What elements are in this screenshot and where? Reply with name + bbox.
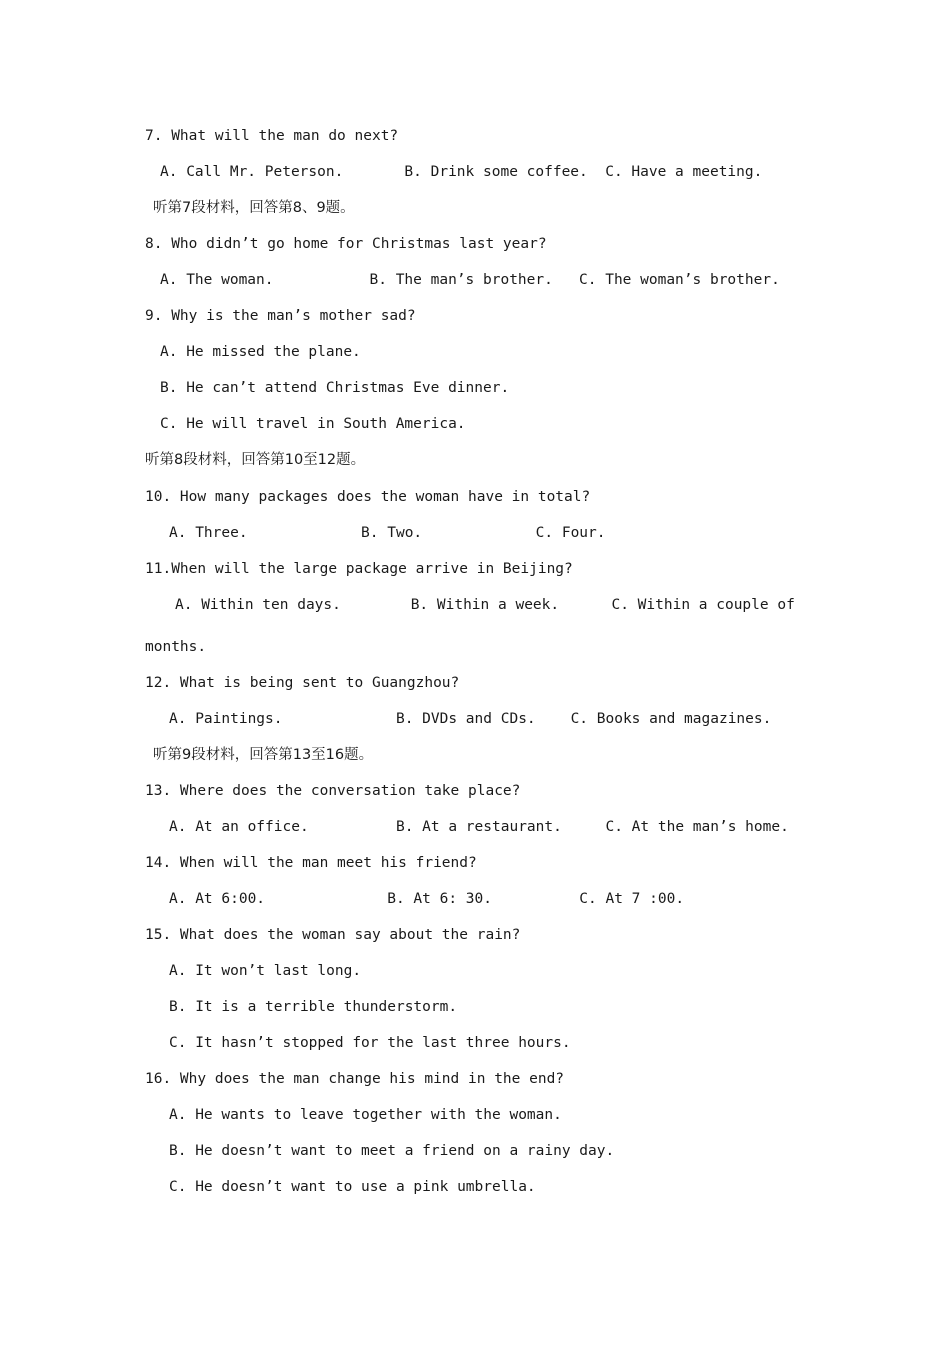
question-16-option-a: A. He wants to leave together with the woman. bbox=[169, 1107, 562, 1123]
question-16-option-c: C. He doesn’t want to use a pink umbrella. bbox=[169, 1179, 536, 1195]
question-8-options: A. The woman. B. The man’s brother. C. The woman’s brother. bbox=[160, 272, 780, 288]
question-11-options-wrap: months. bbox=[145, 639, 207, 655]
question-15-option-a: A. It won’t last long. bbox=[169, 963, 362, 979]
question-9-option-a: A. He missed the plane. bbox=[160, 344, 361, 360]
section-9-heading: 听第9段材料，回答第13至16题。 bbox=[153, 747, 374, 763]
section-8-heading: 听第8段材料，回答第10至12题。 bbox=[145, 452, 366, 468]
question-7-options: A. Call Mr. Peterson. B. Drink some coffee. C. Have a meeting. bbox=[160, 164, 763, 180]
question-16: 16. Why does the man change his mind in the end? bbox=[145, 1071, 565, 1087]
question-13: 13. Where does the conversation take place? bbox=[145, 783, 521, 799]
question-9: 9. Why is the man’s mother sad? bbox=[145, 308, 416, 324]
question-10: 10. How many packages does the woman have in total? bbox=[145, 489, 591, 505]
question-11-options: A. Within ten days. B. Within a week. C. Within a couple of bbox=[175, 597, 795, 613]
question-14: 14. When will the man meet his friend? bbox=[145, 855, 477, 871]
question-12: 12. What is being sent to Guangzhou? bbox=[145, 675, 460, 691]
question-15-option-b: B. It is a terrible thunderstorm. bbox=[169, 999, 458, 1015]
question-15: 15. What does the woman say about the rain? bbox=[145, 927, 521, 943]
question-9-option-c: C. He will travel in South America. bbox=[160, 416, 466, 432]
question-16-option-b: B. He doesn’t want to meet a friend on a rainy day. bbox=[169, 1143, 615, 1159]
question-7: 7. What will the man do next? bbox=[145, 128, 399, 144]
question-9-option-b: B. He can’t attend Christmas Eve dinner. bbox=[160, 380, 510, 396]
question-8: 8. Who didn’t go home for Christmas last year? bbox=[145, 236, 547, 252]
question-11: 11.When will the large package arrive in Beijing? bbox=[145, 561, 573, 577]
question-15-option-c: C. It hasn’t stopped for the last three hours. bbox=[169, 1035, 571, 1051]
question-10-options: A. Three. B. Two. C. Four. bbox=[169, 525, 606, 541]
question-14-options: A. At 6:00. B. At 6: 30. C. At 7 :00. bbox=[169, 891, 685, 907]
section-7-heading: 听第7段材料，回答第8、9题。 bbox=[153, 200, 355, 216]
question-13-options: A. At an office. B. At a restaurant. C. At the man’s home. bbox=[169, 819, 789, 835]
question-12-options: A. Paintings. B. DVDs and CDs. C. Books and magazines. bbox=[169, 711, 772, 727]
